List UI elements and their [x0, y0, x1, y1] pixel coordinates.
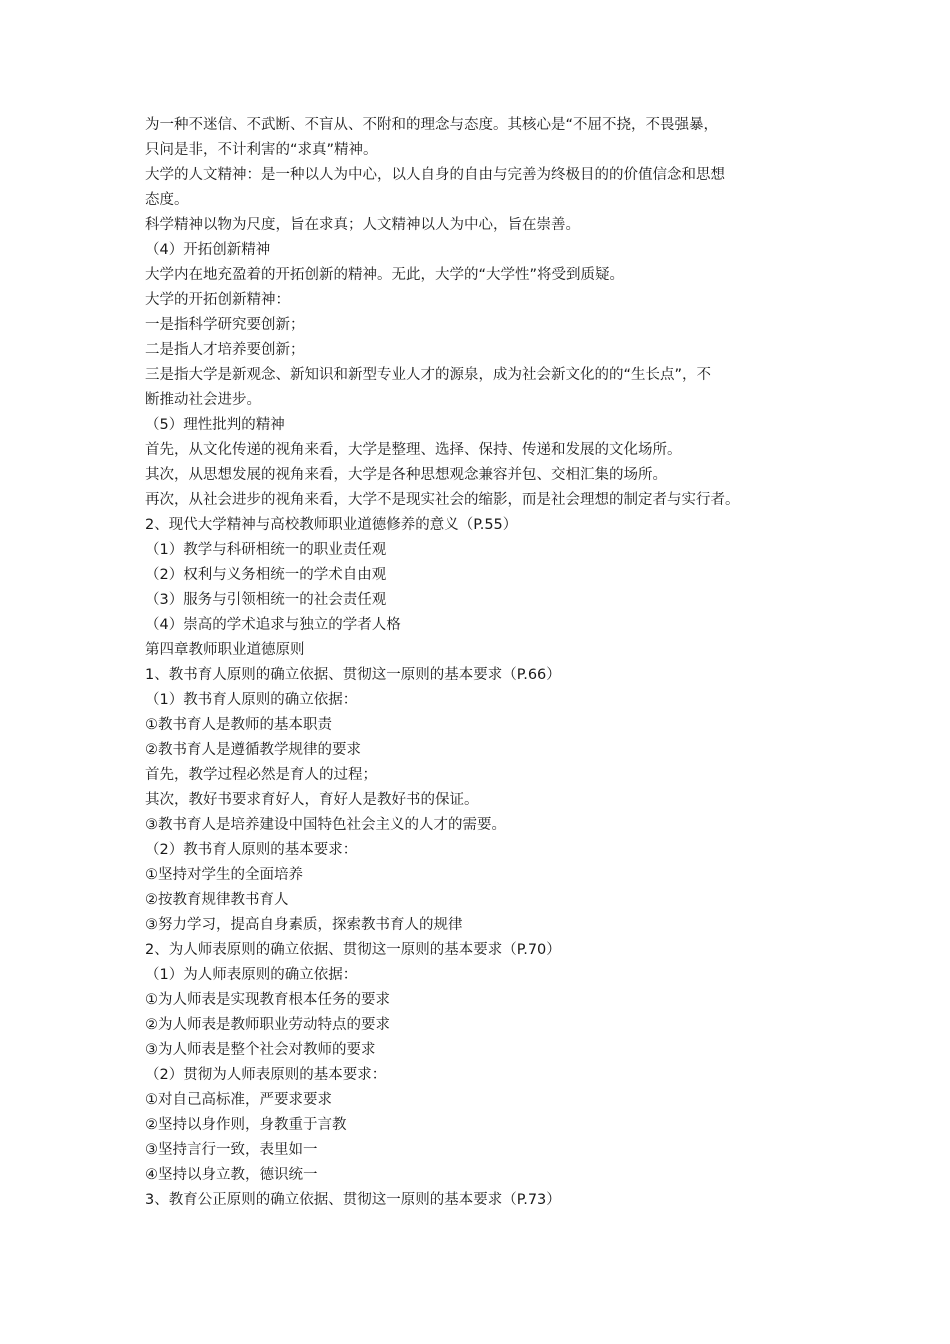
- text-line: 其次，从思想发展的视角来看，大学是各种思想观念兼容并包、交相汇集的场所。: [145, 467, 667, 483]
- text-line: 再次，从社会进步的视角来看，大学不是现实社会的缩影，而是社会理想的制定者与实行者。: [145, 492, 740, 508]
- text-line: ②按教育规律教书育人: [145, 892, 289, 908]
- text-line: 大学内在地充盈着的开拓创新的精神。无此，大学的“大学性”将受到质疑。: [145, 267, 625, 283]
- text-line: ①教书育人是教师的基本职责: [145, 717, 332, 733]
- text-line: 首先，从文化传递的视角来看，大学是整理、选择、保持、传递和发展的文化场所。: [145, 442, 682, 458]
- text-line: ③教书育人是培养建设中国特色社会主义的人才的需要。: [145, 817, 506, 833]
- text-line: （5）理性批判的精神: [145, 417, 285, 433]
- text-line: 大学的人文精神：是一种以人为中心，以人自身的自由与完善为终极目的的价值信念和思想: [145, 167, 725, 183]
- text-line: ④坚持以身立教，德识统一: [145, 1167, 318, 1183]
- text-line: 3、教育公正原则的确立依据、贯彻这一原则的基本要求（P.73）: [145, 1192, 561, 1208]
- text-line: 三是指大学是新观念、新知识和新型专业人才的源泉，成为社会新文化的的“生长点”，不: [145, 367, 712, 383]
- text-line: 2、为人师表原则的确立依据、贯彻这一原则的基本要求（P.70）: [145, 942, 561, 958]
- text-line: 第四章教师职业道德原则: [145, 642, 305, 658]
- text-line: 态度。: [145, 192, 189, 208]
- text-line: ②为人师表是教师职业劳动特点的要求: [145, 1017, 390, 1033]
- text-line: ③努力学习，提高自身素质，探索教书育人的规律: [145, 917, 463, 933]
- text-line: 大学的开拓创新精神：: [145, 292, 290, 308]
- text-line: （1）教书育人原则的确立依据：: [145, 692, 358, 708]
- text-line: 断推动社会进步。: [145, 392, 261, 408]
- document-page: [145, 113, 815, 1213]
- text-line: 2、现代大学精神与高校教师职业道德修养的意义（P.55）: [145, 517, 518, 533]
- text-line: （1）为人师表原则的确立依据：: [145, 967, 358, 983]
- text-line: 只问是非，不计利害的“求真”精神。: [145, 142, 378, 158]
- text-line: ②教书育人是遵循教学规律的要求: [145, 742, 361, 758]
- text-line: ②坚持以身作则，身教重于言教: [145, 1117, 347, 1133]
- text-line: 其次，教好书要求育好人，育好人是教好书的保证。: [145, 792, 479, 808]
- text-line: ①为人师表是实现教育根本任务的要求: [145, 992, 390, 1008]
- text-line: （2）贯彻为人师表原则的基本要求：: [145, 1067, 387, 1083]
- text-line: （3）服务与引领相统一的社会责任观: [145, 592, 387, 608]
- text-line: ③坚持言行一致，表里如一: [145, 1142, 318, 1158]
- text-line: （2）教书育人原则的基本要求：: [145, 842, 358, 858]
- text-line: 一是指科学研究要创新；: [145, 317, 305, 333]
- text-line: ①对自己高标准，严要求要求: [145, 1092, 332, 1108]
- text-line: 为一种不迷信、不武断、不盲从、不附和的理念与态度。其核心是“不屈不挠，不畏强暴，: [145, 117, 719, 133]
- text-line: 首先，教学过程必然是育人的过程；: [145, 767, 377, 783]
- text-line: 二是指人才培养要创新；: [145, 342, 305, 358]
- text-line: （4）崇高的学术追求与独立的学者人格: [145, 617, 401, 633]
- text-line: ③为人师表是整个社会对教师的要求: [145, 1042, 376, 1058]
- text-line: （4）开拓创新精神: [145, 242, 271, 258]
- text-line: 科学精神以物为尺度，旨在求真；人文精神以人为中心，旨在崇善。: [145, 217, 580, 233]
- text-line: （2）权利与义务相统一的学术自由观: [145, 567, 387, 583]
- text-line: ①坚持对学生的全面培养: [145, 867, 303, 883]
- text-line: 1、教书育人原则的确立依据、贯彻这一原则的基本要求（P.66）: [145, 667, 561, 683]
- text-line: （1）教学与科研相统一的职业责任观: [145, 542, 387, 558]
